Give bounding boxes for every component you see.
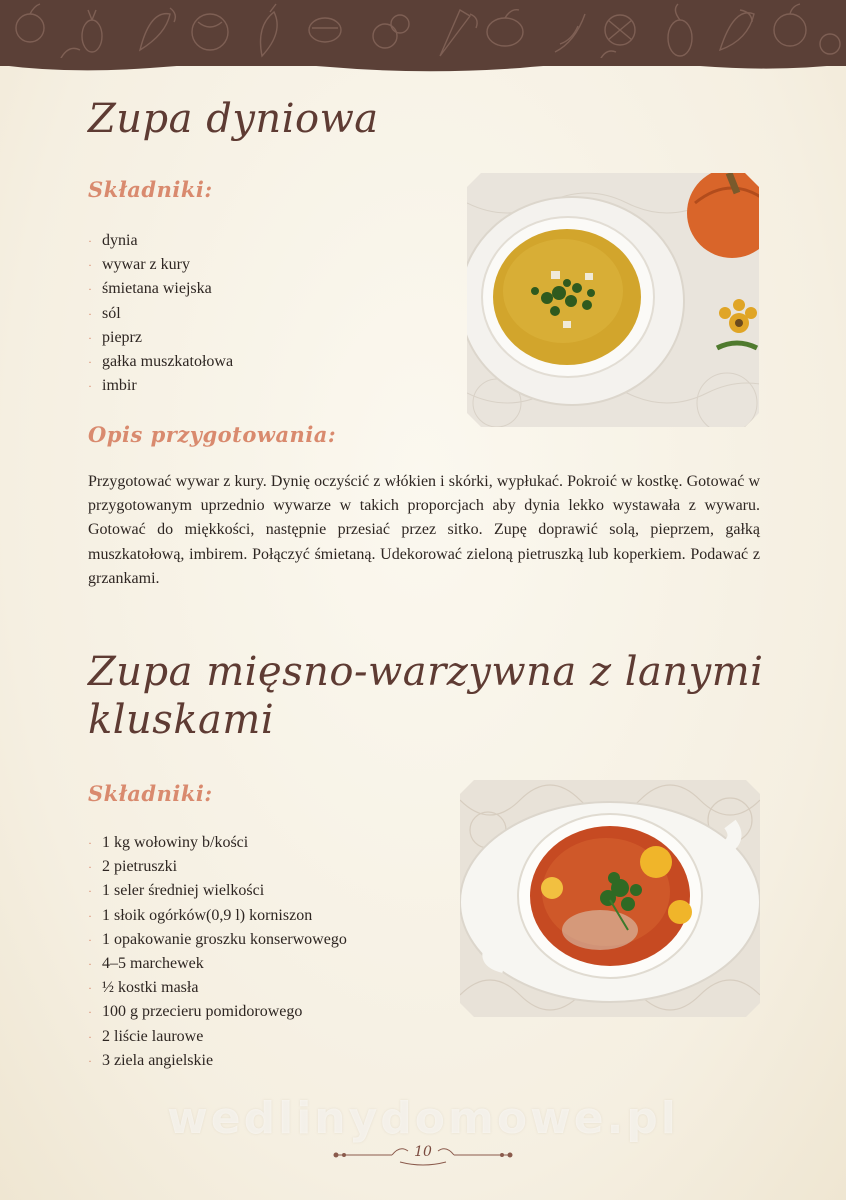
list-item: · dynia bbox=[88, 232, 138, 249]
header-wave-edge bbox=[0, 58, 846, 78]
recipe-1-ingredients-heading: Składniki: bbox=[88, 177, 213, 202]
list-item: · 2 liście laurowe bbox=[88, 1027, 204, 1045]
pumpkin-soup-photo bbox=[467, 173, 759, 427]
recipe-2-title-line-1: Zupa mięsno-warzywna z lanymi bbox=[88, 649, 764, 695]
recipe-1-preparation-text: Przygotować wywar z kury. Dynię oczyścić z włókien i skórki, wypłukać. Pokroić w kostkę. Gotować w przygotowanym uprzednio wywarze w takich proporcjach aby dynia lekko wystawała z wywaru. Gotować do miękkości, następnie przesiać przez sitko. Zupę doprawić solą, pieprzem, gałką muszkatołową, imbirem. Połączyć śmietaną. Udekorować zieloną pietruszką lub koperkiem. Podawać z grzankami. bbox=[88, 473, 760, 587]
list-item: · imbir bbox=[88, 377, 137, 395]
list-item: · wywar z kury bbox=[88, 256, 190, 274]
watermark-text: wedlinydomowe.pl bbox=[167, 1093, 679, 1144]
list-item: · 1 seler średniej wielkości bbox=[88, 882, 265, 900]
list-item: · 3 ziela angielskie bbox=[88, 1051, 214, 1069]
recipe-2-ingredients-list bbox=[88, 831, 347, 1073]
list-item: · gałka muszkatołowa bbox=[88, 353, 234, 371]
vegetable-pattern-icon bbox=[0, 0, 846, 66]
recipe-2-title-line-2: kluskami bbox=[88, 697, 275, 743]
list-item: · 100 g przecieru pomidorowego bbox=[88, 1003, 303, 1021]
list-item: · 1 słoik ogórków(0,9 l) korniszon bbox=[88, 906, 313, 924]
page-number: 10 bbox=[414, 1144, 432, 1160]
list-item: · 2 pietruszki bbox=[88, 858, 178, 876]
list-item: · sól bbox=[88, 304, 121, 322]
recipe-1-preparation-heading: Opis przygotowania: bbox=[88, 422, 337, 447]
recipe-2-ingredients-heading: Składniki: bbox=[88, 781, 213, 806]
list-item: · pieprz bbox=[88, 328, 142, 346]
header-banner bbox=[0, 0, 846, 66]
list-item: · ½ kostki masła bbox=[88, 979, 199, 997]
list-item: · śmietana wiejska bbox=[88, 280, 212, 298]
list-item: · 1 kg wołowiny b/kości bbox=[88, 834, 249, 851]
list-item: · 4–5 marchewek bbox=[88, 955, 204, 973]
meat-vegetable-soup-photo bbox=[460, 780, 760, 1017]
recipe-1-ingredients-list bbox=[88, 229, 233, 398]
recipe-1-title: Zupa dyniowa bbox=[88, 96, 379, 142]
list-item: · 1 opakowanie groszku konserwowego bbox=[88, 930, 347, 948]
